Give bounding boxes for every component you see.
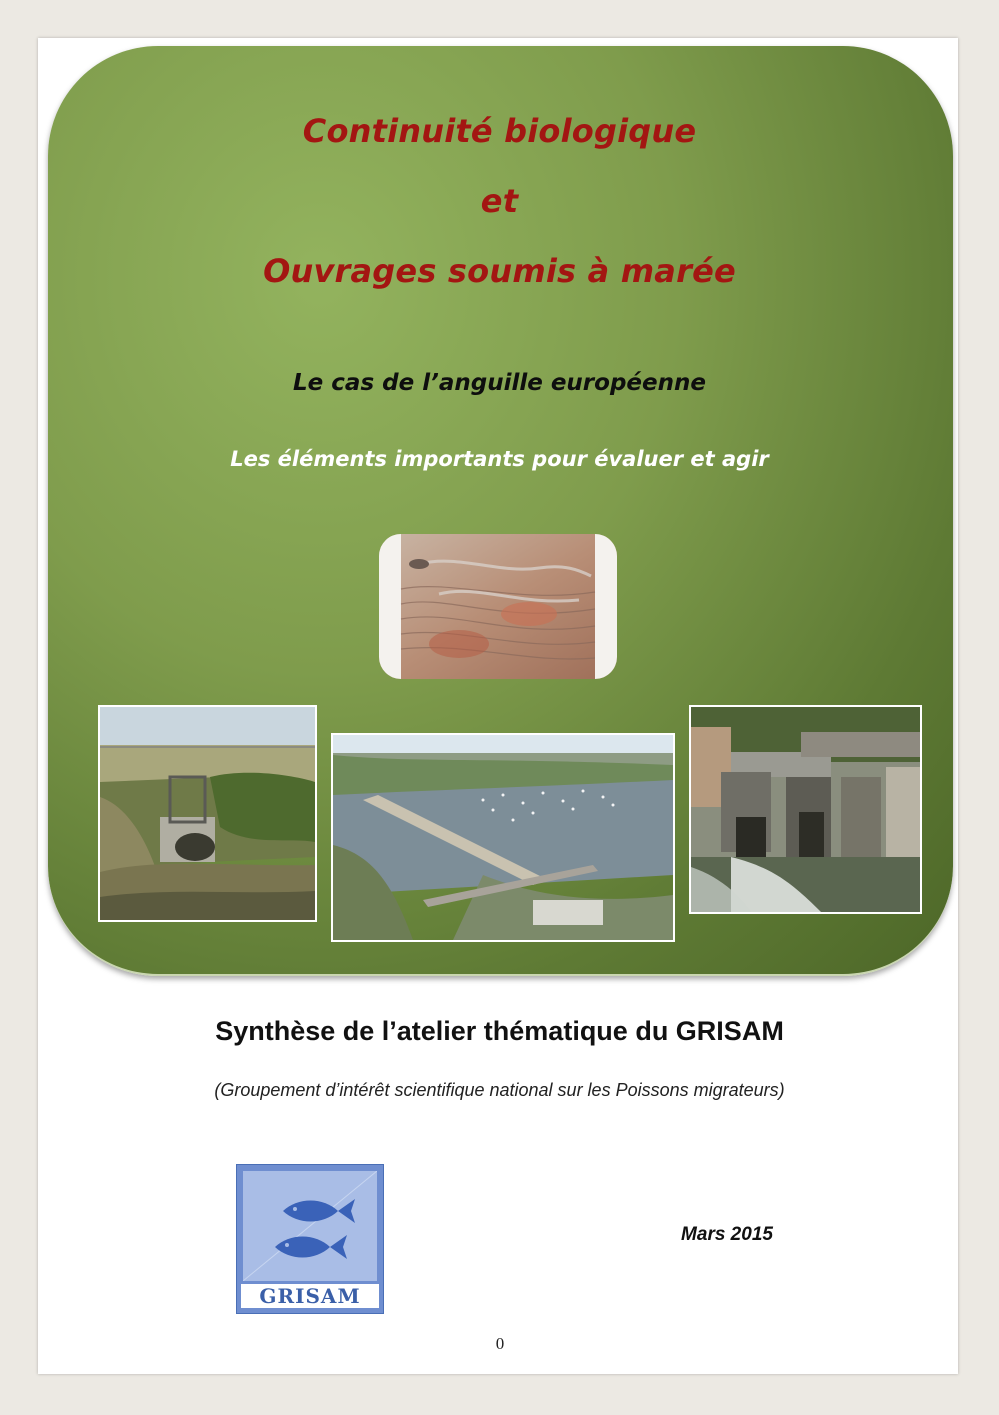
fish-icon-2 xyxy=(275,1235,347,1259)
culvert-photo xyxy=(98,705,317,922)
title-line-3: Ouvrages soumis à marée xyxy=(263,252,736,290)
title-line-1: Continuité biologique xyxy=(302,112,697,150)
synthesis-title: Synthèse de l’atelier thématique du GRISAM xyxy=(215,1016,784,1046)
eel-photo xyxy=(379,534,617,679)
subtitle-key-elements: Les éléments importants pour évaluer et agir xyxy=(230,447,769,471)
subtitle-eel-case: Le cas de l’anguille européenne xyxy=(293,370,706,396)
logo-fish-panel xyxy=(243,1171,377,1281)
logo-text: GRISAM xyxy=(241,1284,379,1308)
fish-icon xyxy=(283,1199,355,1223)
synthesis-subtitle: (Groupement d’intérêt scientifique national sur les Poissons migrateurs) xyxy=(214,1080,785,1100)
sluice-gate-photo xyxy=(689,705,922,914)
title-line-2: et xyxy=(480,182,519,220)
publication-date: Mars 2015 xyxy=(681,1224,773,1245)
estuary-aerial-photo xyxy=(331,733,675,942)
page-number: 0 xyxy=(495,1334,505,1353)
grisam-logo xyxy=(236,1164,384,1314)
